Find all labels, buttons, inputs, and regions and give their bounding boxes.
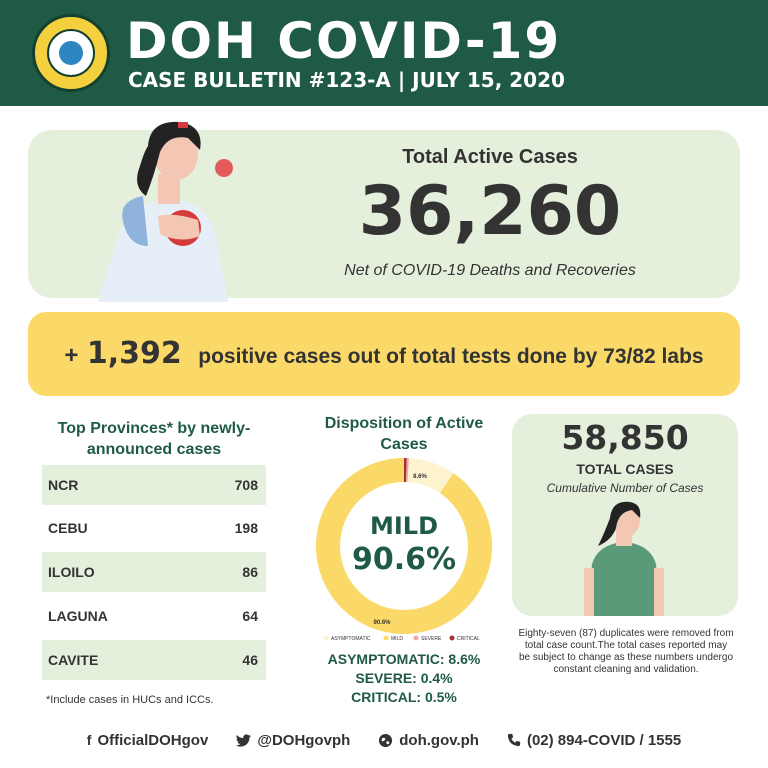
active-cases-value: 36,260 <box>358 172 622 251</box>
total-cases-value: 58,850 <box>561 418 689 457</box>
active-cases-label: Total Active Cases <box>402 146 578 168</box>
province-value: 198 <box>234 520 258 536</box>
province-value: 86 <box>242 564 258 580</box>
phone-link[interactable] <box>507 732 681 749</box>
woman-illustration-icon <box>578 498 670 616</box>
province-name: NCR <box>48 477 79 493</box>
donut-center-label: MILD <box>369 512 439 540</box>
twitter-icon <box>236 734 251 747</box>
province-row <box>42 552 266 592</box>
donut-center-value: 90.6% <box>351 542 457 577</box>
phone-icon <box>507 733 521 747</box>
legend-item: CRITICAL <box>457 636 480 642</box>
province-value: 64 <box>242 608 258 624</box>
page-title: DOH COVID-19 <box>126 12 562 70</box>
disposition-title: Disposition of Active Cases <box>324 415 484 453</box>
positive-cases-value: 1,392 <box>86 336 182 371</box>
legend-swatch <box>414 636 419 641</box>
disposition-legend <box>322 633 498 643</box>
doh-seal-icon <box>32 14 110 92</box>
positive-cases-text: positive cases out of total tests done by 73/82 labs <box>198 345 704 368</box>
province-name: CAVITE <box>48 652 99 668</box>
contact-footer <box>0 718 768 762</box>
positive-prefix: + <box>64 342 79 369</box>
duplicates-note: Eighty-seven (87) duplicates were removed from total case count.The total cases reported may be subject to change as these numbers undergo constant cleaning and validation. <box>518 628 734 675</box>
legend-item: SEVERE <box>421 636 442 642</box>
legend-item: MILD <box>391 636 403 642</box>
total-cases-label: TOTAL CASES <box>576 461 674 477</box>
disposition-donut-chart <box>312 454 496 638</box>
facebook-icon: f <box>86 732 92 748</box>
globe-icon <box>378 733 393 748</box>
stat-critical: CRITICAL: 0.5% <box>351 689 457 705</box>
slice-label-mild: 90.6% <box>373 620 391 626</box>
disposition-stats <box>312 650 496 707</box>
province-row <box>42 596 266 636</box>
facebook-handle: OfficialDOHgov <box>97 731 209 749</box>
phone-number: (02) 894-COVID / 1555 <box>526 731 682 749</box>
province-value: 46 <box>242 652 258 668</box>
facebook-link[interactable] <box>87 732 209 749</box>
website-url: doh.gov.ph <box>399 731 479 749</box>
positive-cases-line <box>28 336 740 371</box>
bulletin-subtitle: CASE BULLETIN #123-A | JULY 15, 2020 <box>128 68 565 92</box>
total-cases-sub: Cumulative Number of Cases <box>546 481 704 495</box>
provinces-footnote: *Include cases in HUCs and ICCs. <box>46 694 214 706</box>
website-link[interactable] <box>378 732 479 749</box>
legend-swatch <box>324 636 329 641</box>
twitter-handle: @DOHgovph <box>257 731 351 749</box>
active-cases-note: Net of COVID-19 Deaths and Recoveries <box>344 262 636 279</box>
coughing-woman-illustration-icon <box>88 116 238 302</box>
slice-label-asymptomatic: 8.6% <box>413 474 427 480</box>
legend-swatch <box>450 636 455 641</box>
stat-asymptomatic: ASYMPTOMATIC: 8.6% <box>327 651 481 667</box>
province-row <box>42 465 266 505</box>
province-row <box>42 508 266 548</box>
provinces-title: Top Provinces* by newly-announced cases <box>57 420 251 458</box>
legend-item: ASYMPTOMATIC <box>331 636 371 642</box>
province-row <box>42 640 266 680</box>
province-value: 708 <box>234 477 258 493</box>
legend-swatch <box>384 636 389 641</box>
header-banner <box>0 0 768 106</box>
province-name: LAGUNA <box>48 608 108 624</box>
twitter-link[interactable] <box>236 732 350 749</box>
province-name: ILOILO <box>48 564 95 580</box>
stat-severe: SEVERE: 0.4% <box>355 670 453 686</box>
province-name: CEBU <box>48 520 88 536</box>
